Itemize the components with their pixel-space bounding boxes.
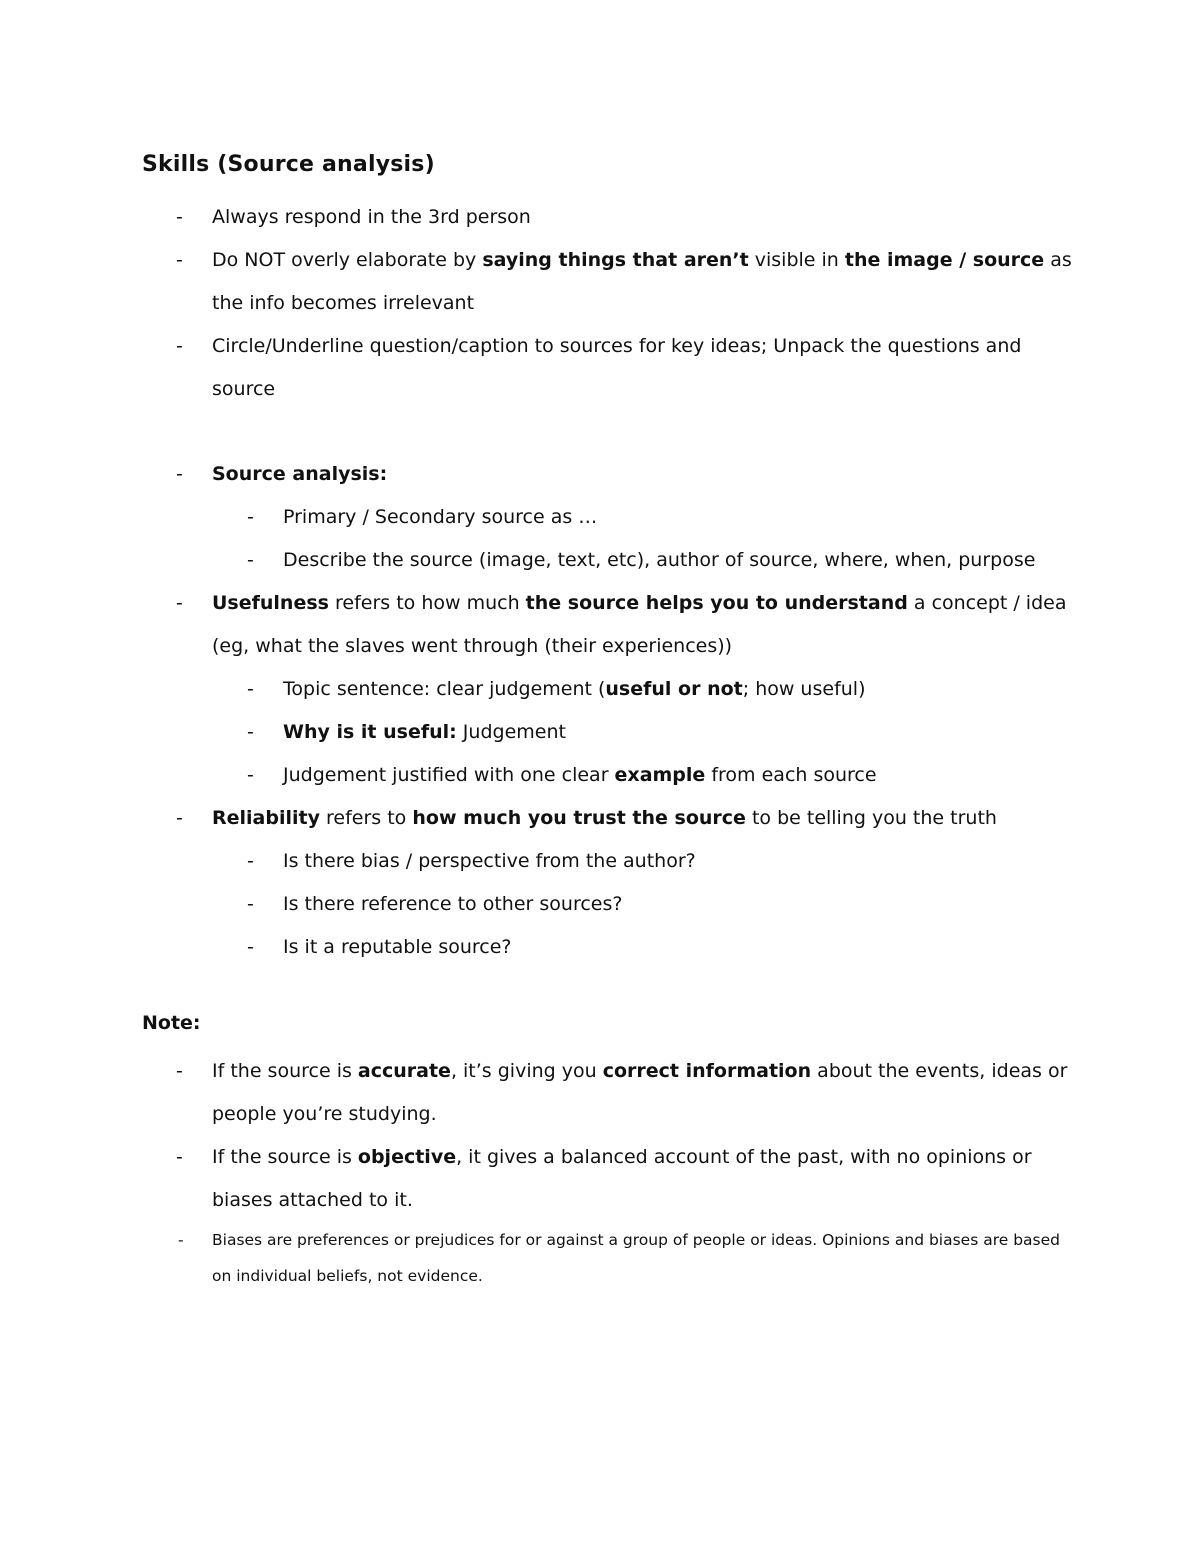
list-item-text [283,936,512,958]
bullet-dash: - [247,764,254,786]
bold-text-segment: Reliability [212,807,320,829]
sub-list-item [142,711,1072,754]
bullet-dash: - [176,1146,183,1168]
list-item-text [283,764,877,786]
text-segment: Is there reference to other sources? [283,893,623,915]
text-segment: refers to how much [328,592,526,614]
list-item [142,325,1072,411]
bullet-dash: - [247,936,254,958]
list-item-text [212,463,387,485]
sub-list-item [142,883,1072,926]
list-item [142,1222,1072,1294]
text-segment: Primary / Secondary source as … [283,506,598,528]
skills-list [142,196,1072,969]
sub-list-item [142,539,1072,582]
list-item-text [212,807,997,829]
bullet-dash: - [247,678,254,700]
text-segment: If the source is [212,1060,358,1082]
page-title: Skills (Source analysis) [142,152,435,177]
bullet-dash: - [176,206,183,228]
note-heading: Note: [142,1012,201,1034]
text-segment: Biases are preferences or prejudices for or against a group of people or ideas. Opinions and biases are based on individual beliefs, not evidence. [212,1231,1060,1285]
bullet-dash: - [176,335,183,357]
sub-list-item [142,926,1072,969]
sub-list-item [142,668,1072,711]
text-segment: a concept / idea (eg, what the slaves went through (their experiences)) [212,592,1067,657]
list-item-text [212,335,1021,400]
bullet-dash: - [247,506,254,528]
list-item-text [283,850,696,872]
text-segment: ; how useful) [742,678,866,700]
bold-text-segment: how much you trust the source [412,807,746,829]
text-segment: Topic sentence: clear judgement ( [283,678,606,700]
sub-list-item [142,840,1072,883]
bold-text-segment: the image / source [844,249,1045,271]
bold-text-segment: Usefulness [212,592,329,614]
text-segment: Is it a reputable source? [283,936,512,958]
list-item-text [212,249,1072,314]
bullet-dash: - [176,807,183,829]
list-item [142,239,1072,325]
sub-list-item [142,754,1072,797]
bullet-dash: - [247,893,254,915]
text-segment: about the events, ideas or people you’re studying. [212,1060,1068,1125]
list-item-text [283,549,1035,571]
text-segment: If the source is [212,1146,358,1168]
text-segment: Always respond in the 3rd person [212,206,531,228]
list-item [142,1136,1072,1222]
text-segment: Do NOT overly elaborate by [212,249,483,271]
text-segment: Describe the source (image, text, etc), author of source, where, when, purpose [283,549,1036,571]
list-item-text [283,506,597,528]
list-item-text [283,678,866,700]
text-segment: refers to [319,807,413,829]
list-item-text [212,1231,1060,1285]
list-item [142,196,1072,239]
bullet-dash: - [247,721,254,743]
list-item-text [283,721,566,743]
bold-text-segment: accurate [357,1060,451,1082]
note-list [142,1050,1072,1294]
bullet-dash: - [176,592,183,614]
text-segment: visible in [748,249,845,271]
list-item [142,453,1072,496]
text-segment: Is there bias / perspective from the author? [283,850,696,872]
list-item-text [283,893,622,915]
list-item [142,797,1072,840]
text-segment: Judgement [456,721,566,743]
bold-text-segment: objective [357,1146,457,1168]
list-item-text [212,592,1066,657]
bold-text-segment: the source helps you to understand [525,592,908,614]
list-item [142,1050,1072,1136]
list-item [142,582,1072,668]
bold-text-segment: saying things that aren’t [482,249,749,271]
text-segment: as the info becomes irrelevant [212,249,1072,314]
bold-text-segment: correct information [602,1060,812,1082]
bullet-dash: - [176,1060,183,1082]
list-item-text [212,1146,1032,1211]
text-segment: , it’s giving you [450,1060,603,1082]
bold-text-segment: Source analysis: [212,463,388,485]
bold-text-segment: Why is it useful: [283,721,457,743]
bullet-dash: - [178,1231,184,1249]
bullet-dash: - [176,463,183,485]
sub-list-item [142,496,1072,539]
text-segment: to be telling you the truth [745,807,997,829]
text-segment: , it gives a balanced account of the past, with no opinions or biases attached to it. [212,1146,1032,1211]
bold-text-segment: example [614,764,706,786]
text-segment: Judgement justified with one clear [283,764,615,786]
text-segment: Circle/Underline question/caption to sources for key ideas; Unpack the questions and source [212,335,1022,400]
list-item-text [212,1060,1067,1125]
bullet-dash: - [247,549,254,571]
text-segment: from each source [705,764,877,786]
bold-text-segment: useful or not [605,678,743,700]
bullet-dash: - [247,850,254,872]
list-item-text [212,206,531,228]
bullet-dash: - [176,249,183,271]
